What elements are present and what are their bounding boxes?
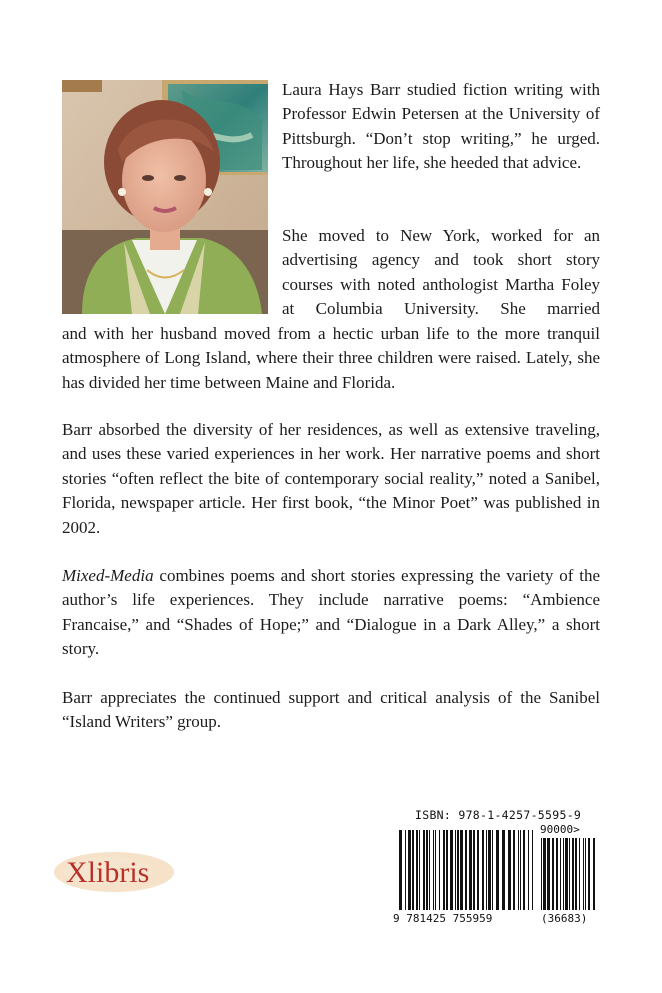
book-title: Mixed-Media	[62, 566, 154, 585]
barcode-bar	[565, 838, 568, 910]
barcode-bar	[486, 830, 487, 910]
barcode-bar	[556, 838, 558, 910]
isbn-label: ISBN: 978-1-4257-5595-9	[415, 808, 582, 822]
barcode-bar	[583, 838, 584, 910]
barcode-bar	[528, 830, 529, 910]
barcode-bar	[523, 830, 525, 910]
barcode-bar	[469, 830, 472, 910]
bio-paragraph-1: Laura Hays Barr studied fiction writing with Professor Edwin Petersen at the University of Pittsburgh. “Don’t stop writing,” he urged. Throughout her life, she heeded that advice.	[282, 80, 600, 173]
barcode-main-digits: 9 781425 755959	[393, 912, 493, 925]
barcode-bar	[446, 830, 448, 910]
bio-paragraph-3: Barr absorbed the diversity of her residences, as well as extensive traveling, and uses these varied experiences in her work. Her narrative poems and short stories “often reflect the bite of contemporary social reality,” noted a Sanibel, Florida, newspaper article. Her first book, “the Minor Poet” was published in 2002.	[62, 420, 600, 537]
barcode-bar	[579, 838, 580, 910]
addon-barcode-bars	[541, 838, 595, 910]
barcode-bar	[450, 830, 453, 910]
barcode-graphic	[393, 824, 603, 926]
barcode-bar	[405, 830, 406, 910]
author-portrait-illustration	[62, 80, 268, 314]
barcode-bar	[460, 830, 463, 910]
barcode-price-digits: (36683)	[541, 912, 588, 925]
barcode-bar	[520, 830, 521, 910]
barcode-bar	[455, 830, 456, 910]
barcode-bar	[399, 830, 402, 910]
barcode-bar	[477, 830, 479, 910]
barcode-bar	[541, 838, 542, 910]
barcode-bar	[465, 830, 467, 910]
bio-paragraph-2-start: She moved to New York, worked for an advertising agency and took short story courses with noted anthologist Martha Foley at Columbia University. She married	[282, 226, 600, 319]
barcode-bar	[439, 830, 440, 910]
barcode-bar	[426, 830, 428, 910]
barcode-bar	[488, 830, 491, 910]
barcode-bar	[408, 830, 411, 910]
barcode-addon-digits: 90000>	[540, 824, 580, 836]
barcode-bar	[502, 830, 505, 910]
barcode-bar	[423, 830, 425, 910]
barcode-bar	[435, 830, 436, 910]
bio-paragraph-5: Barr appreciates the continued support and critical analysis of the Sanibel “Island Writers” group.	[62, 688, 600, 732]
xlibris-logo-icon	[52, 848, 176, 894]
barcode-bar	[457, 830, 459, 910]
barcode-bar	[572, 838, 574, 910]
barcode-bar	[543, 838, 546, 910]
barcode-bar	[412, 830, 414, 910]
barcode-bar	[585, 838, 586, 910]
barcode-bar	[443, 830, 445, 910]
barcode-bar	[513, 830, 515, 910]
publisher-logo-text: Xlibris	[66, 856, 150, 889]
isbn-barcode	[393, 824, 603, 926]
barcode-bar	[575, 838, 577, 910]
barcode-bar	[492, 830, 493, 910]
publisher-logo	[52, 848, 176, 894]
bio-paragraph-4	[62, 564, 600, 662]
barcode-bar	[560, 838, 561, 910]
barcode-bar	[532, 830, 533, 910]
book-description: combines poems and short stories expressing the variety of the author’s life experiences. They include narrative poems: “Ambience Francaise,” and “Shades of Hope;” and “Dialogue in a Dark Alley,” a short story.	[62, 566, 600, 659]
barcode-bar	[547, 838, 550, 910]
barcode-bar	[433, 830, 434, 910]
bio-paragraph-2-end: and with her husband moved from a hectic urban life to the more tranquil atmosphere of Long Island, where their three children were raised. Lately, she has divided her time between Maine and Florida.	[62, 324, 600, 392]
barcode-bar	[593, 838, 595, 910]
main-barcode-bars	[399, 830, 533, 910]
barcode-bar	[588, 838, 590, 910]
barcode-bar	[429, 830, 430, 910]
barcode-bar	[508, 830, 511, 910]
barcode-bar	[518, 830, 519, 910]
barcode-bar	[569, 838, 570, 910]
barcode-bar	[496, 830, 499, 910]
barcode-bar	[563, 838, 564, 910]
barcode-bar	[419, 830, 420, 910]
barcode-bar	[416, 830, 418, 910]
barcode-bar	[473, 830, 475, 910]
author-photo	[62, 80, 268, 314]
barcode-bar	[482, 830, 484, 910]
barcode-bar	[552, 838, 554, 910]
